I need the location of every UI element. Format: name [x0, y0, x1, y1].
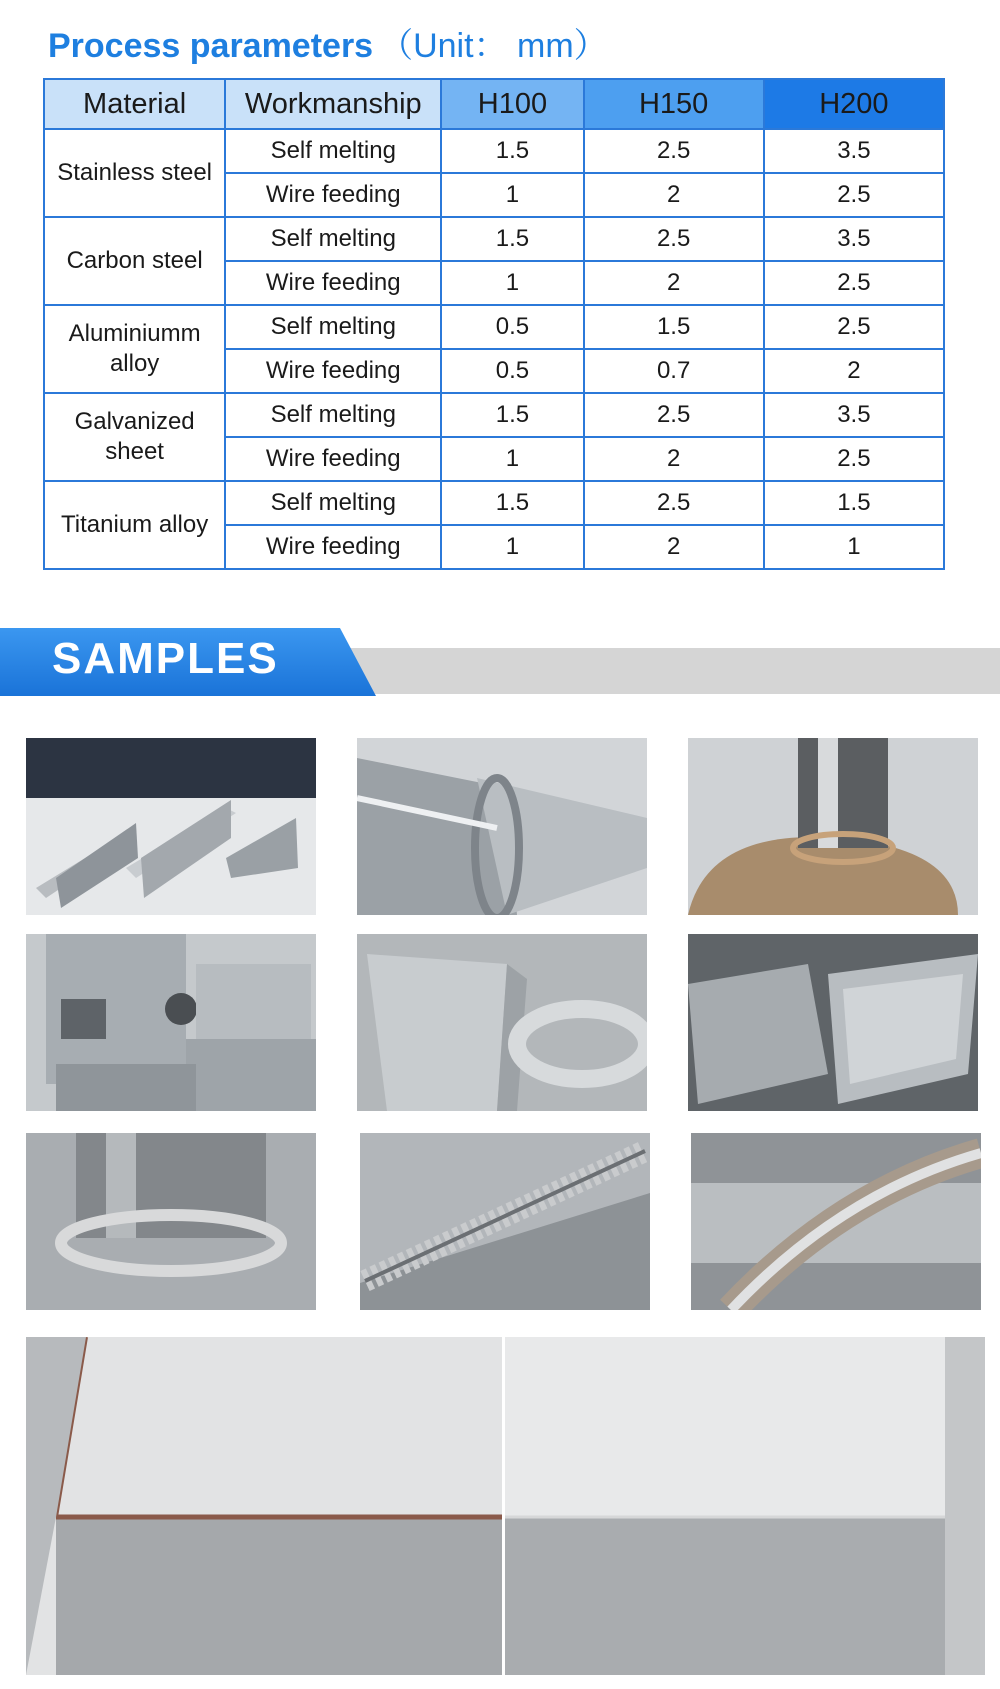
h100-cell: 1.5: [441, 393, 583, 437]
title-unit: （Unit： mm）: [379, 27, 608, 65]
h150-cell: 2.5: [584, 393, 764, 437]
material-cell: Stainless steel: [44, 129, 225, 217]
column-header-h100: H100: [441, 79, 583, 129]
table-row: [44, 217, 944, 261]
workmanship-cell: Wire feeding: [225, 173, 441, 217]
h200-cell: 2.5: [764, 173, 944, 217]
h200-cell: 1.5: [764, 481, 944, 525]
pipe-circumferential-weld-photo: [691, 1133, 981, 1310]
h150-cell: 2: [584, 261, 764, 305]
h100-cell: 1: [441, 437, 583, 481]
page-title: [48, 18, 608, 67]
h150-cell: 2: [584, 173, 764, 217]
h200-cell: 2: [764, 349, 944, 393]
h200-cell: 2.5: [764, 305, 944, 349]
workmanship-cell: Wire feeding: [225, 349, 441, 393]
welded-enclosures-photo: [26, 934, 316, 1111]
h100-cell: 1: [441, 525, 583, 569]
welded-trays-photo: [688, 934, 978, 1111]
workmanship-cell: Self melting: [225, 393, 441, 437]
process-parameters-table: [43, 78, 945, 570]
material-cell: Aluminiumm alloy: [44, 305, 225, 393]
h200-cell: 3.5: [764, 129, 944, 173]
workmanship-cell: Self melting: [225, 305, 441, 349]
h150-cell: 2.5: [584, 481, 764, 525]
h100-cell: 1.5: [441, 129, 583, 173]
column-header-h150: H150: [584, 79, 764, 129]
table-row: [44, 305, 944, 349]
workmanship-cell: Self melting: [225, 481, 441, 525]
h100-cell: 1.5: [441, 217, 583, 261]
pipe-on-dome-weld-photo: [688, 738, 978, 915]
h150-cell: 2.5: [584, 129, 764, 173]
material-cell: Carbon steel: [44, 217, 225, 305]
workmanship-cell: Wire feeding: [225, 437, 441, 481]
welded-pipe-joint-photo: [357, 738, 647, 915]
h200-cell: 3.5: [764, 217, 944, 261]
welded-t-profiles-photo: [26, 738, 316, 915]
h100-cell: 1: [441, 261, 583, 305]
h100-cell: 1.5: [441, 481, 583, 525]
table-header-row: [44, 79, 944, 129]
h150-cell: 2.5: [584, 217, 764, 261]
workmanship-cell: Wire feeding: [225, 261, 441, 305]
samples-banner-bar: [330, 648, 1000, 694]
column-header-h200: H200: [764, 79, 944, 129]
table-row: [44, 481, 944, 525]
aluminum-box-and-ring-photo: [357, 934, 647, 1111]
title-text: Process parameters: [48, 27, 374, 65]
pipe-fillet-weld-closeup-photo: [26, 1133, 316, 1310]
workmanship-cell: Self melting: [225, 129, 441, 173]
material-cell: Titanium alloy: [44, 481, 225, 569]
column-header-workmanship: Workmanship: [225, 79, 441, 129]
workmanship-cell: Self melting: [225, 217, 441, 261]
h200-cell: 2.5: [764, 437, 944, 481]
h200-cell: 2.5: [764, 261, 944, 305]
h100-cell: 1: [441, 173, 583, 217]
h100-cell: 0.5: [441, 305, 583, 349]
box-edge-weld-before-photo: [26, 1337, 502, 1675]
column-header-material: Material: [44, 79, 225, 129]
workmanship-cell: Wire feeding: [225, 525, 441, 569]
samples-heading: SAMPLES: [52, 634, 279, 683]
h150-cell: 2: [584, 525, 764, 569]
h200-cell: 1: [764, 525, 944, 569]
h150-cell: 1.5: [584, 305, 764, 349]
weld-bead-seam-closeup-photo: [360, 1133, 650, 1310]
table-row: [44, 393, 944, 437]
h150-cell: 0.7: [584, 349, 764, 393]
box-edge-weld-after-photo: [505, 1337, 985, 1675]
h200-cell: 3.5: [764, 393, 944, 437]
material-cell: Galvanized sheet: [44, 393, 225, 481]
h100-cell: 0.5: [441, 349, 583, 393]
table-row: [44, 129, 944, 173]
h150-cell: 2: [584, 437, 764, 481]
